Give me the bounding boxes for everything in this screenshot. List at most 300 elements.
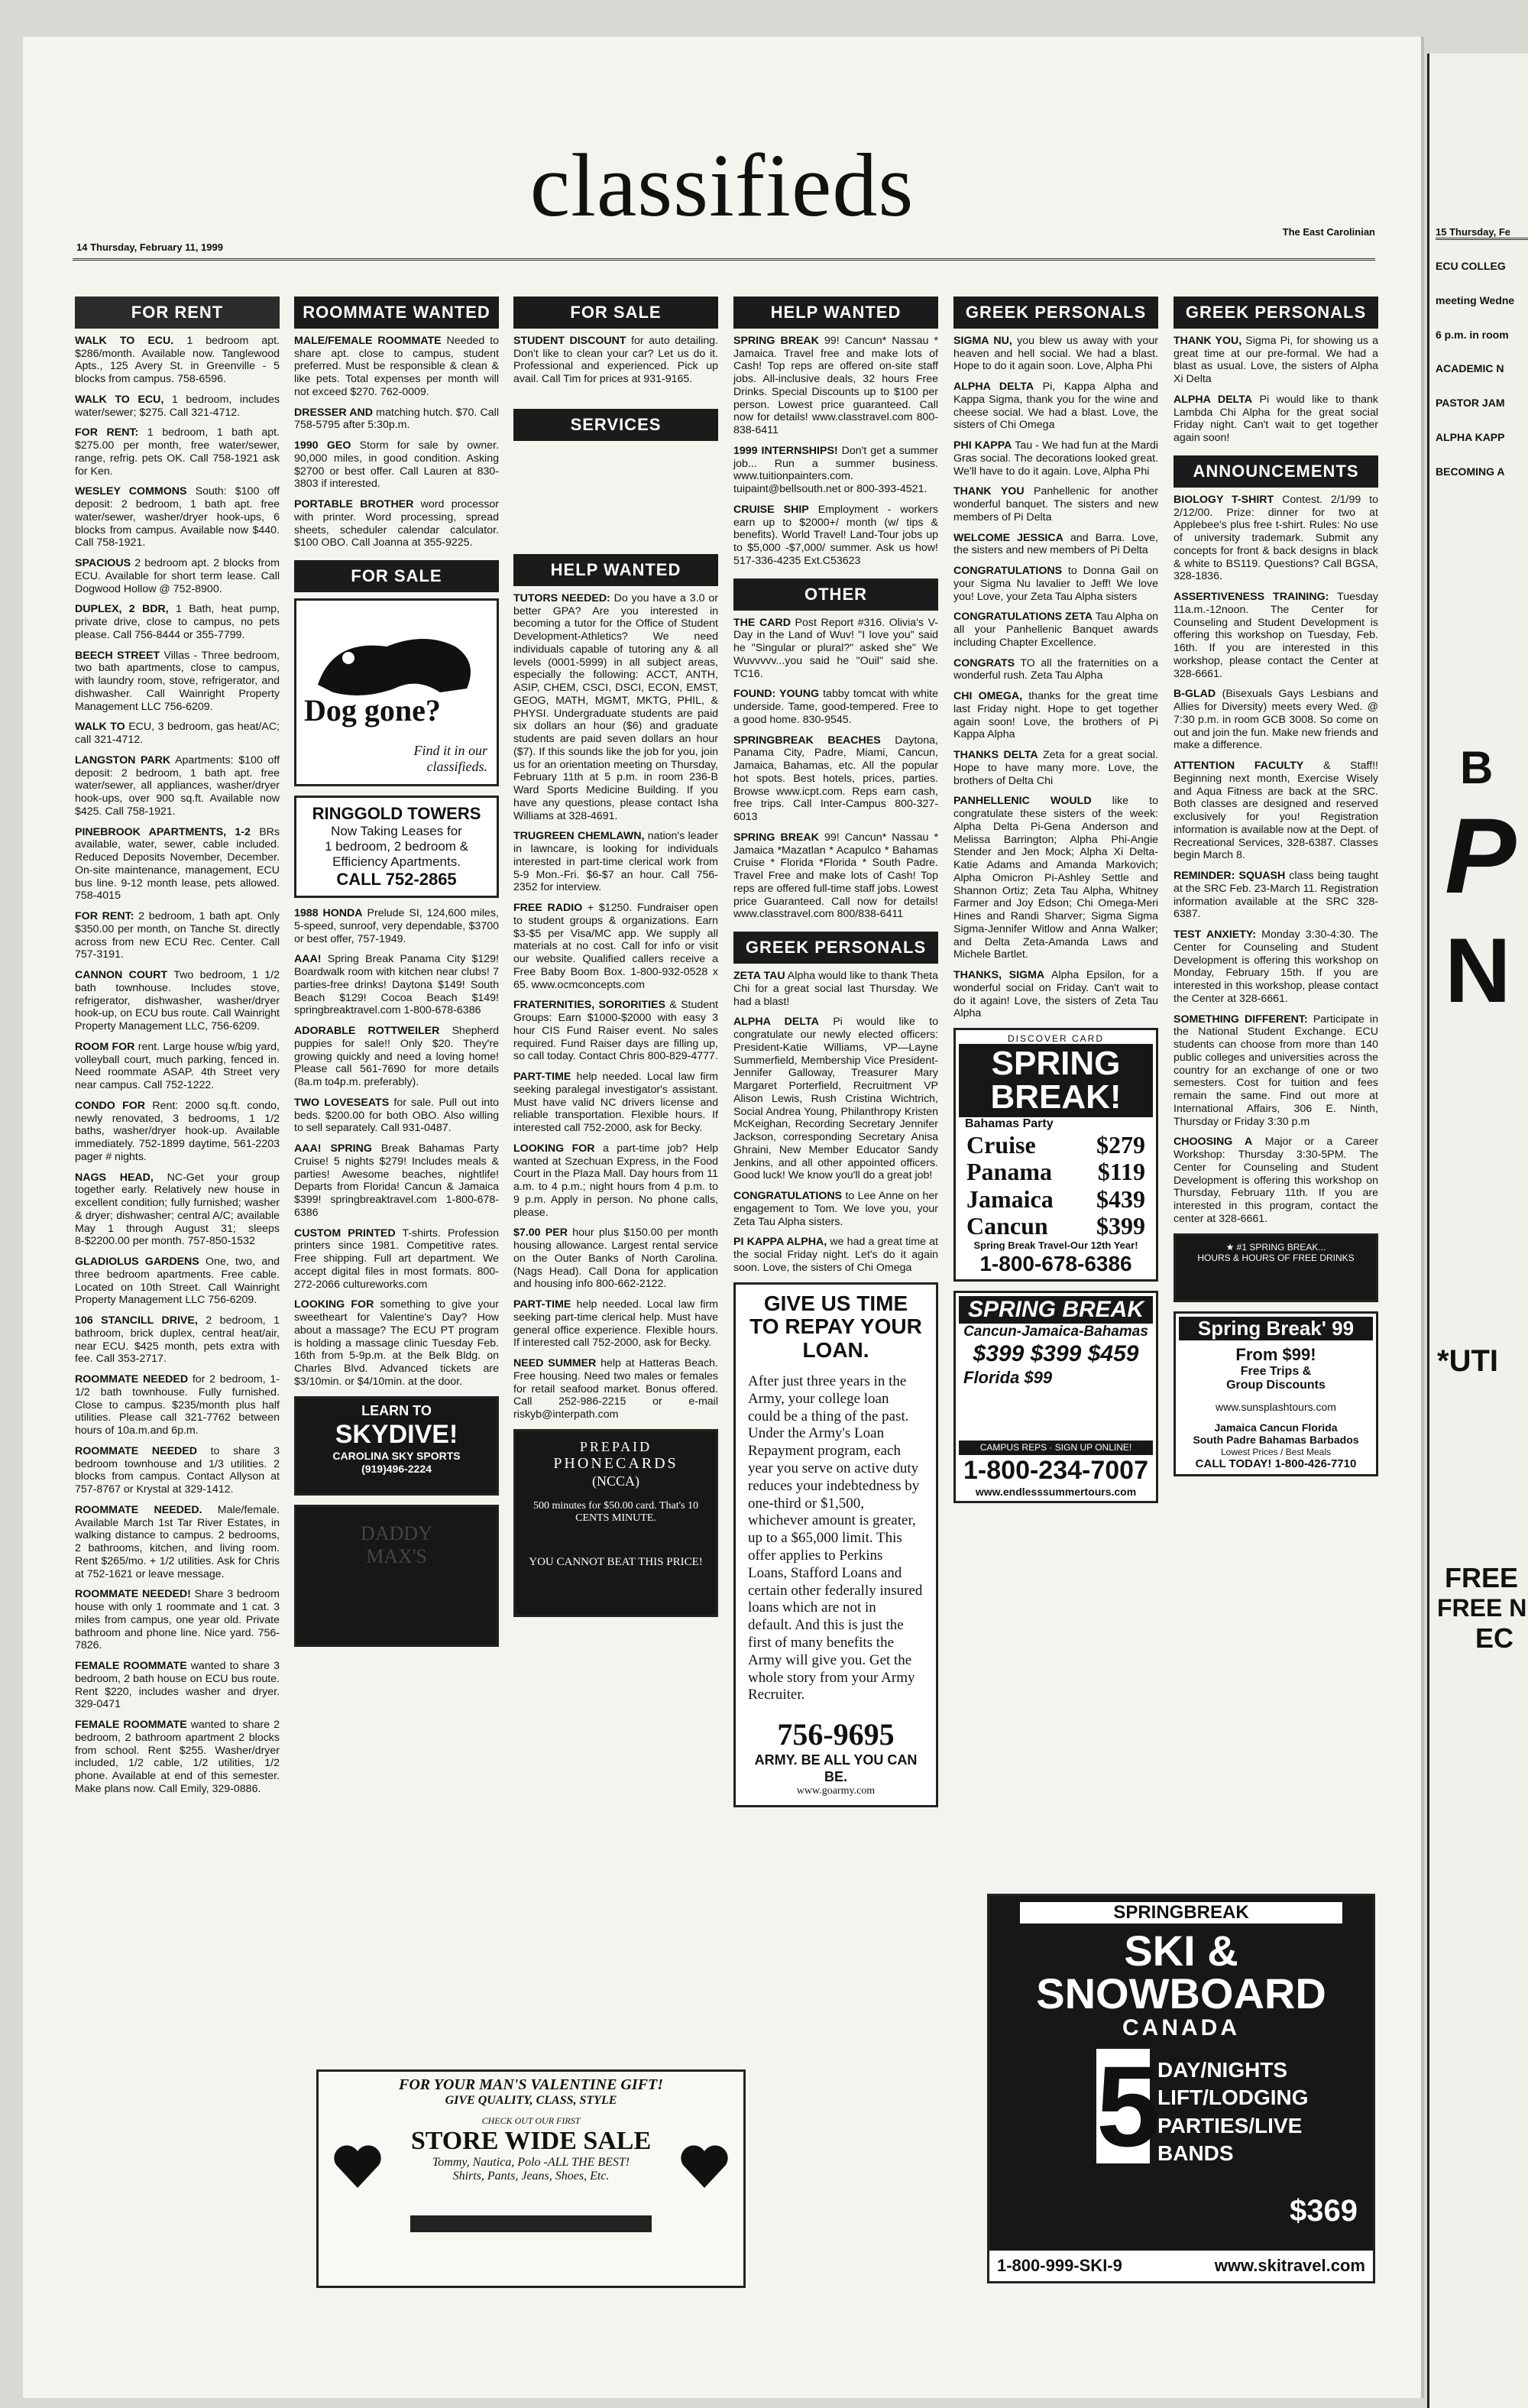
skydive-line: LEARN TO [361, 1402, 432, 1418]
classified-ad-lead: THANK YOU, [1174, 334, 1242, 347]
classified-ad [75, 721, 280, 747]
classified-ad [733, 1236, 938, 1274]
mini-ad-line: HOURS & HOURS OF FREE DRINKS [1197, 1252, 1355, 1263]
next-page-snippet: EC [1475, 1622, 1514, 1654]
sb-destination: Cruise [966, 1131, 1036, 1159]
classified-ad-lead: CHOOSING A [1174, 1136, 1253, 1149]
heart-icon [678, 2142, 731, 2191]
valentine-line: FOR YOUR MAN'S VALENTINE GIFT! [399, 2076, 663, 2093]
classified-ad [513, 1357, 718, 1421]
section-header-greek-personals: GREEK PERSONALS [733, 932, 938, 964]
classified-ad-lead: SOMETHING DIFFERENT: [1174, 1013, 1308, 1026]
ski-feature: DAY/NIGHTS [1157, 2058, 1288, 2082]
classified-ad-text: & Student Groups: Earn $1000-$2000 with easy 3 hour CIS Fund Raiser event. No sales required. Fund Raiser days are filling up, so call today. Contact Chris 800-829-4777. [513, 999, 718, 1063]
sunsplash-title: Spring Break' 99 [1179, 1317, 1373, 1340]
classified-ad-text: 1 bedroom, 1 bath apt. $275.00 per month, free water/sewer, range, refrig. pets OK. Call 758-1921 ask for Ken. [75, 426, 280, 478]
classified-ad-text: Sigma Pi, for showing us a great time at our pre-formal. We had a blast as usual. Love, the sisters of Alpha Xi Delta [1174, 334, 1379, 386]
classified-ad-text: to share 3 bedroom townhouse and 1/3 utilities. 2 blocks from campus. Contact Allyson at 757-8767 or Krystal at 329-1412. [75, 1444, 280, 1496]
next-page-line: ALPHA KAPP [1436, 430, 1505, 443]
classified-ad-lead: ROOM FOR [75, 1040, 135, 1053]
classified-ad-lead: ALPHA DELTA [1174, 393, 1253, 406]
classified-ad [75, 557, 280, 595]
classified-ad-lead: PANHELLENIC WOULD [953, 795, 1092, 808]
next-page-snippet: *UTI [1437, 1343, 1498, 1378]
classified-ad [75, 1445, 280, 1496]
section-title: classifieds [529, 135, 915, 235]
classified-ad-lead: SPACIOUS [75, 557, 131, 570]
classified-ad [75, 826, 280, 903]
classified-ad-lead: CHI OMEGA, [953, 690, 1023, 703]
classified-ad [513, 830, 718, 894]
classified-ad [733, 445, 938, 496]
classified-ad [1174, 494, 1378, 583]
classified-ad [953, 969, 1158, 1020]
next-page-snippet: FREE [1445, 1561, 1519, 1593]
next-page-big-letter: B [1460, 741, 1494, 793]
classified-ad [953, 565, 1158, 603]
classified-ad-text: Needed to share apt. close to campus, student preferred. Must be responsible & clean & like pets. Total expenses per month will not exceed $270. 762-0009. [294, 334, 499, 398]
classified-ad [513, 999, 718, 1063]
classified-ad-text: Tau Alpha on all your Panhellenic Banquet awards including Chapter Excellence. [953, 611, 1158, 649]
classified-ad-lead: ATTENTION FACULTY [1174, 760, 1304, 773]
classified-ad-text: & Staff!! Beginning next month, Exercise Wisely and Aqua Fitness are back at the SRC. Both classes are designed and reserved exclusively for you! Registration information is available now at the Dept. of Recreational Services, 328-6387. Classes begin March 8. [1174, 760, 1378, 862]
section-header-for-sale-2: FOR SALE [513, 297, 718, 329]
classified-ad-lead: CONGRATULATIONS [733, 1190, 843, 1203]
phonecard-line: PREPAID [579, 1438, 652, 1454]
classified-ad-lead: WALK TO ECU. [75, 334, 174, 347]
next-page-line: ECU COLLEG [1436, 260, 1506, 272]
classified-ad-text: 99! Cancun* Nassau * Jamaica. Travel free and make lots of Cash! Top reps are offered on-site staff jobs. All-inclusive deals, 32 hours Free Drinks. Special Discounts up to $100 per person. Lowest price guaranteed. Call now for details! www.classtravel.com 800-838-6411 [733, 334, 938, 437]
column-help-wanted [733, 297, 938, 1817]
classified-ad-lead: TRUGREEN CHEMLAWN, [513, 830, 645, 843]
classified-ad-lead: PORTABLE BROTHER [294, 498, 414, 511]
classified-ad-lead: CONGRATULATIONS ZETA [953, 611, 1093, 624]
classified-ad-lead: CONGRATULATIONS [953, 565, 1063, 578]
classified-ad-text: wanted to share 2 bedroom, 2 bathroom apartment 2 blocks from school. Rent $255. Washer/dryer included, 1/2 cable, 1/2 utilities, 1/2 phone. Available at end of this semester. Make plans now. Call Emily, 329-0886. [75, 1719, 280, 1795]
classified-ad [75, 1373, 280, 1437]
classified-ad-text: Share 3 bedroom house with only 1 roommate and 1 cat. 3 miles from campus, one year old. Private bathroom and phone line. Nice yard. 756-7826. [75, 1588, 280, 1652]
classified-ad [294, 1097, 499, 1135]
ringgold-phone: CALL 752-2865 [336, 870, 457, 890]
section-header-greek-personals-3: GREEK PERSONALS [1174, 297, 1378, 329]
classified-ad-text: we had a great time at the social Friday night. Let's do it again soon. Love, the sisters of Chi Omega [733, 1236, 938, 1274]
classified-ad-text: thanks for the great time last Friday night. Hope to get together again soon! Love, the brothers of Pi Kappa Alpha [953, 690, 1158, 741]
roommate-listings [294, 335, 499, 549]
classified-ad-text: Storm for sale by owner. 90,000 miles, in good condition. Asking $2700 or best offer. Call Lauren at 830-3803 if interested. [294, 439, 499, 491]
classified-ad-text: Tau - We had fun at the Mardi Gras social. The decorations looked great. We'll have to do it again. Love, Alpha Phi [953, 439, 1159, 478]
classified-ad [953, 795, 1158, 961]
sb2-prices: $399 $399 $459 [973, 1341, 1139, 1367]
sunsplash-line: Lowest Prices / Best Meals [1220, 1446, 1332, 1457]
classified-ad [953, 439, 1158, 478]
classified-ad-lead: WALK TO [75, 721, 125, 734]
column-for-rent [75, 297, 280, 1804]
classified-ad-lead: ROOMMATE NEEDED! [75, 1588, 191, 1601]
classified-ad-lead: CUSTOM PRINTED [294, 1227, 396, 1240]
classified-ad [1174, 591, 1378, 680]
classified-ad-text: Pi would like to thank Lambda Chi Alpha for the great social Friday night. Can't wait to get together again soon! [1174, 393, 1378, 445]
sb2-reps: CAMPUS REPS · SIGN UP ONLINE! [959, 1441, 1153, 1454]
classified-ad-text: Do you have a 3.0 or better GPA? Are you interested in becoming a tutor for the Office of Student Development-Athletics? We need individuals capable of tutoring any & all levels (0001-5999) in all subject areas, especially the following: ACCT, ANTH, ASIP, CHEM, CSCI, DSCI, ECON, EMST, GEOG, MATH, MGMT, MKTG, PHIL, & PHYSI. Undergraduate students are paid six dollars an hour ($6) and graduate students are paid seven dollars an hour ($7). If this sounds like the job for you, join us for an orientation meeting on Thursday, February 11th at 5 p.m. in room 236-B Ward Sports Medicine Building. If you have any questions, please contact Isha Williams at 328-4691. [513, 591, 719, 822]
classified-ad [75, 754, 280, 818]
sb-price: $439 [1096, 1185, 1145, 1213]
classified-ad [294, 907, 499, 945]
sb2-title: SPRING BREAK [959, 1296, 1153, 1323]
classified-ad [294, 498, 499, 549]
classified-ad-text: Male/female. Available March 1st Tar River Estates, in walking distance to campus. 2 bedrooms, 2 bathrooms, kitchen, and living room. Rent $265/mo. + 1/2 utilities. Ask for Chris at 752-1621 or leave message. [75, 1503, 280, 1580]
classified-ad-text: rent. Large house w/big yard, volleyball court, much parking, fenced in. Need roommate ASAP. 4th Street very near campus. Call 752-1222. [75, 1040, 280, 1092]
classified-ad-text: like to congratulate these sisters of the week: Alpha Delta Pi-Gena Anderson and Melissa Barrington; Alpha Phi-Angie Stender and Jen Mock; Alpha Xi Delta-Katie Adams and Amanda Markovich; Alpha Omicron Pi-Ashley Settle and Shannon Ortiz; Zeta Tau Alpha, Whitney Farmer and Joy Edson; Chi Omega-Meri Hines and Randi Sharver; Sigma Sigma Sigma-Jennifer Witlow and Anna Walker; and Delta Zeta-Amanda Laws and Michele Bartlet. [953, 795, 1158, 961]
valentine-sale-title: STORE WIDE SALE [410, 2127, 652, 2155]
sunsplash-line: South Padre Bahamas Barbados [1193, 1434, 1359, 1447]
ski-price: $369 [1290, 2194, 1358, 2228]
classified-ad-lead: ASSERTIVENESS TRAINING: [1174, 591, 1329, 604]
classified-ad-text: BRs available, water, sewer, cable included. Reduced Deposits November, December. On-site maintenance, management, ECU bus line. 9-12 month lease, pets allowed. 758-4015 [75, 825, 280, 903]
valentine-line: Shirts, Pants, Jeans, Shoes, Etc. [452, 2170, 610, 2183]
for-sale-listings [294, 907, 499, 1389]
section-header-services: SERVICES [513, 409, 718, 441]
classified-ad [294, 1142, 499, 1220]
ski-snowboard-ad [987, 1894, 1375, 2283]
classified-ad-lead: PINEBROOK APARTMENTS, 1-2 [75, 825, 251, 838]
classified-ad-lead: FEMALE ROOMMATE [75, 1719, 187, 1732]
classified-ad-text: Zeta for a great social. Hope to have many more. Love, the brothers of Delta Chi [953, 749, 1158, 787]
classified-ad-text: Apartments: $100 off deposit: 2 bedroom, 1 bath apt. free water/sewer, all appliances, washer/dryer hook-ups, over 900 sq.ft. Available now $425. Call 758-1921. [75, 754, 280, 818]
classified-ad [75, 1719, 280, 1796]
section-header-announcements: ANNOUNCEMENTS [1174, 455, 1378, 488]
classified-ad [733, 1190, 938, 1228]
classified-ad [1174, 394, 1378, 445]
sb-price-row [959, 1186, 1153, 1213]
classified-ad-lead: ROOMMATE NEEDED [75, 1373, 189, 1386]
classified-ad-text: hour plus $150.00 per month housing allowance. Largest rental service on the Outer Banks of North Carolina. (Nags Head). Call Dona for application and housing info 800-662-2122. [513, 1227, 718, 1291]
classified-ad [1174, 870, 1378, 921]
classified-ad [294, 439, 499, 491]
classified-ad-lead: DUPLEX, 2 BDR, [75, 603, 169, 616]
classified-ad-text: word processor with printer. Word processing, spread sheets, scheduler calendar calculator. $100 OBO. Call Joanna at 355-9225. [294, 498, 499, 549]
classified-ad-lead: AAA! [294, 953, 322, 966]
sb-destination: Panama [966, 1158, 1052, 1186]
classified-ad-text: NC-Get your group together early. Relatively new house in excellent condition; fully furnished; washer & dryer; dishwasher; central A/C; available May 1 through August 31; sleeps 8-$2200.00 per month. 757-850-1532 [75, 1171, 280, 1248]
masthead-rule [73, 258, 1375, 261]
classified-ad [513, 1298, 718, 1350]
next-page-folio: 15 Thursday, Fe [1436, 226, 1528, 240]
classified-ad-lead: CRUISE SHIP [733, 503, 809, 516]
classified-ad-text: (Bisexuals Gays Lesbians and Allies for Diversity) meets every Wed. @ 7:30 p.m. in room GCB 3008. So come on out and join the fun. Make new friends and make a difference. [1174, 688, 1378, 752]
section-header-other: OTHER [733, 579, 938, 611]
classified-ad-lead: WESLEY COMMONS [75, 485, 187, 498]
classified-ad [513, 1071, 718, 1135]
classified-ad-text: Monday 3:30-4:30. The Center for Counseling and Student Development is offering this workshop on Monday, February 15th. If you are interested in this workshop, please contact the Center at 328-6661. [1174, 929, 1378, 1005]
classified-ad [75, 394, 280, 420]
ski-phone: 1-800-999-SKI-9 [997, 2256, 1122, 2275]
sunsplash-line: Jamaica Cancun Florida [1214, 1421, 1338, 1434]
phonecard-ad [513, 1429, 718, 1617]
folio-right: The East Carolinian [1282, 226, 1375, 238]
classified-ad-text: Rent: 2000 sq.ft. condo, newly renovated, 3 bedrooms, 1 1/2 baths, washer/dryer hook-up. Available immediately. 752-1899 daytime, 561-2203 pager # nights. [75, 1099, 280, 1163]
classified-ad-text: Break Bahamas Party Cruise! 5 nights $279! Includes meals & parties! Awesome beaches, nightlife! Departs from Florida! Cancun & Jamaica $399! springbreaktravel.com 1-800-678-6386 [294, 1142, 499, 1219]
sb-price: $399 [1096, 1211, 1145, 1240]
sunsplash-line: Free Trips & [1240, 1364, 1312, 1378]
classified-ad [513, 1227, 718, 1291]
for-rent-listings [75, 335, 280, 1796]
classified-ad [75, 1041, 280, 1092]
classified-ad [75, 1100, 280, 1164]
classified-ad-lead: REMINDER: SQUASH [1174, 870, 1286, 883]
classified-ad-text: to Lee Anne on her engagement to Tom. We love you, your Zeta Tau Alpha sisters. [733, 1190, 938, 1228]
daddy-maxs-line: DADDY [361, 1522, 432, 1544]
classified-ad [953, 749, 1158, 787]
greek-personals-listings [733, 970, 938, 1275]
sb2-line: Florida $99 [963, 1367, 1053, 1387]
spring-break-mini-ad [1174, 1233, 1378, 1302]
classified-ad [953, 335, 1158, 373]
classified-ad-text: to Donna Gail on your Sigma Nu lavalier to Jeff! We love you! Love, your Zeta Tau Alpha sisters [953, 565, 1158, 603]
next-page-line: 6 p.m. in room [1436, 328, 1509, 341]
classified-ad-text: class being taught at the SRC Feb. 23-March 11. Registration information available at the SRC 328-6387. [1174, 870, 1378, 921]
classified-ad-lead: STUDENT DISCOUNT [513, 334, 626, 347]
adjacent-page-edge [1427, 53, 1528, 2408]
skydive-phone: (919)496-2224 [361, 1462, 432, 1475]
classified-ad-lead: MALE/FEMALE ROOMMATE [294, 334, 442, 347]
army-ad-url: www.goarmy.com [796, 1784, 876, 1797]
classified-ad-lead: TEST ANXIETY: [1174, 929, 1257, 941]
classified-ad-lead: CONGRATS [953, 656, 1015, 669]
army-ad-title: GIVE US TIME TO REPAY YOUR LOAN. [749, 1291, 922, 1363]
classified-ad [513, 902, 718, 991]
classified-ad-lead: FOR RENT: [75, 426, 139, 439]
classified-ad-lead: ALPHA DELTA [733, 1016, 819, 1029]
classified-ad [733, 831, 938, 921]
classified-ad [75, 426, 280, 478]
phonecard-line: (NCCA) [592, 1473, 639, 1489]
classified-ad [1174, 1013, 1378, 1129]
classified-ad-text: Don't get a summer job... Run a summer business. www.tuitionpainters.com. tuipaint@bellsouth.net or 800-393-4521. [733, 444, 938, 496]
classified-ad-lead: ROOMMATE NEEDED. [75, 1503, 202, 1516]
classified-ad-lead: THANKS DELTA [953, 749, 1038, 762]
ski-url: www.skitravel.com [1214, 2256, 1365, 2275]
classified-ad-text: 1 bedroom apt. $286/month. Available now. Tanglewood Apts., 125 Avery St. in Greenville - 5 blocks from campus. 758-6596. [75, 334, 280, 386]
classified-ad-lead: WELCOME JESSICA [953, 531, 1063, 544]
classified-ad-lead: FEMALE ROOMMATE [75, 1660, 187, 1673]
valentine-gift-ad [316, 2069, 746, 2288]
classified-ad-lead: LOOKING FOR [513, 1142, 595, 1155]
spring-break-endless-summer-ad [953, 1291, 1158, 1503]
classified-ad-lead: THE CARD [733, 616, 791, 629]
for-sale-listings-2 [513, 335, 718, 386]
classified-ad-lead: CONDO FOR [75, 1099, 146, 1112]
classified-ad [1174, 688, 1378, 752]
classified-ad-text: Pi, Kappa Alpha and Kappa Sigma, thank you for the wine and cheese social. We had a blast. Love, the sisters of Chi Omega [953, 381, 1158, 432]
phonecard-tagline: YOU CANNOT BEAT THIS PRICE! [529, 1555, 703, 1568]
army-ad-slogan: ARMY. BE ALL YOU CAN BE. [754, 1752, 918, 1784]
sb-destination: Cancun [966, 1211, 1048, 1240]
phonecard-line: PHONECARDS [553, 1455, 678, 1473]
ski-days-number: 5 [1096, 2042, 1161, 2170]
masthead [23, 128, 1421, 258]
classified-ad-text: Participate in the National Student Exchange. ECU students can choose from more than 140 public colleges and universities across the country for an exchange of one or two semesters. Cost for tuition and fees remain the same. Find out more at International Affairs, 306 E. Ninth, Thursday or Friday 3:30 p.m [1174, 1013, 1378, 1128]
classified-ad [1174, 760, 1378, 862]
next-page-big-letter: N [1445, 919, 1511, 1022]
classified-ad-text: for 2 bedroom, 1-1/2 bath townhouse. Fully furnished. Close to campus. $235/month plus half utilities. Please call 321-7762 between hours of 10a.m.and 6p.m. [75, 1373, 280, 1437]
classified-ad-lead: PI KAPPA ALPHA, [733, 1236, 827, 1249]
classified-ad-lead: PHI KAPPA [953, 439, 1012, 452]
classified-ad-lead: FRATERNITIES, SORORITIES [513, 999, 665, 1012]
section-header-greek-personals-2: GREEK PERSONALS [953, 297, 1158, 329]
classified-ad [733, 617, 938, 681]
sb-destination: Jamaica [966, 1185, 1054, 1213]
classified-ad-text: tabby tomcat with white underside. Tame, good-tempered. Free to a good home. 830-9545. [733, 688, 939, 726]
newspaper-page [23, 37, 1421, 2398]
services-empty-space [513, 447, 718, 554]
classified-ad [294, 1298, 499, 1388]
classified-ad-text: Major or a Career Workshop: Thursday 3:30-5PM. The Center for Counseling and Student Development is offering this workshop on Thursday, February 11th. If you are interested in this program, contact the center at 328-6661. [1174, 1136, 1378, 1225]
classified-ad-lead: LOOKING FOR [294, 1298, 374, 1311]
classified-ad-lead: NAGS HEAD, [75, 1171, 154, 1184]
classified-ad-text: Tuesday 11a.m.-12noon. The Center for Counseling and Student Development is offering this workshop on Tuesday, Feb. 16th. If you are interested in this workshop, please contact the Center at 328-6661. [1174, 591, 1378, 680]
classified-ad-lead: PART-TIME [513, 1071, 571, 1084]
army-ad-body: After just three years in the Army, your college loan could be a thing of the past. Under the Army's Loan Repayment program, each year you serve on active duty reduces your indebtedness by one-third or $1,500, whichever amount is greater, up to a $65,000 limit. This offer applies to Perkins Loans, Stafford Loans and certain other federally insured loans which are not in default. And this is just the first of many benefits the Army will give you. Get the whole story from your Army Recruiter. [748, 1373, 923, 1703]
classified-ad-lead: SPRING BREAK [733, 334, 819, 347]
classified-ad [1174, 1136, 1378, 1225]
classified-ad-lead: 1988 HONDA [294, 907, 363, 920]
dog-ad-tag: Find it in our classifieds. [413, 742, 487, 774]
classified-ad-lead: $7.00 PER [513, 1227, 568, 1240]
ringgold-towers-ad [294, 796, 499, 898]
column-for-sale [513, 297, 718, 1626]
classified-ad-lead: FOUND: YOUNG [733, 688, 820, 701]
classified-ad [294, 1227, 499, 1292]
next-page-line: BECOMING A [1436, 465, 1505, 478]
column-announcements [1174, 297, 1378, 1486]
next-page-snippet: FREE N [1437, 1593, 1527, 1622]
sb-price: $119 [1097, 1158, 1145, 1186]
classified-ad-lead: 1990 GEO [294, 439, 351, 452]
sb-sub: Bahamas Party [965, 1117, 1054, 1131]
classified-ad-text: Post Report #316. Olivia's V-Day in the Land of Wuv! "I love you" said he "Singular or plural?" asked she" We Wuvvvvv...you said he "Ouil" said she. TC16. [733, 616, 938, 680]
classified-ad-lead: THANK YOU [953, 485, 1025, 498]
classified-ad-lead: FREE RADIO [513, 902, 583, 915]
ski-feature: LIFT/LODGING [1157, 2086, 1309, 2110]
classified-ad-text: 99! Cancun* Nassau * Jamaica *Mazatlan * Acapulco * Bahamas Cruise * Florida *Florida * South Padre. Travel Free and make lots of Cash! Top reps are offered full-time staff jobs. Lowest price Guaranteed. Call now for details! www.classtravel.com 800/838-6411 [733, 831, 938, 921]
classified-ad-text: 2 bedroom, 1 bath apt. Only $350.00 per month, on Tanche St. directly across from new ECU Rec. Center. Call 757-3191. [75, 910, 280, 961]
classified-ad-text: 2 bedroom apt. 2 blocks from ECU. Available for short term lease. Call Dogwood Hollow @ 752-8900. [75, 557, 280, 595]
classified-ad-text: TO all the fraternities on a wonderful rush. Zeta Tau Alpha [953, 656, 1158, 682]
classified-ad-text: for auto detailing. Don't like to clean your car? Let us do it. Professional and experienced. Pick up avail. Call Tim for prices at 931-9165. [513, 334, 718, 386]
classified-ad [733, 970, 938, 1008]
sb-top-line: DISCOVER CARD [1007, 1033, 1104, 1045]
classified-ad-text: a part-time job? Help wanted at Szechuan Express, in the Food Court in the Plaza Mall. Day hours from 11 a.m. to 4 p.m.; night hours from 4 p.m. to 9 p.m. Apply in person. No phone calls, please. [513, 1142, 718, 1219]
classified-ad-text: Daytona, Panama City, Padre, Miami, Cancun, Jamaica, Bahamas, etc. All the popular hot spots. Best hotels, prices, parties. Browse www.icpt.com. Reps earn cash, free trips. Call Inter-Campus 800-327-6013 [733, 734, 938, 824]
classified-ad-lead: SIGMA NU, [953, 334, 1012, 347]
classified-ad-lead: SPRINGBREAK BEACHES [733, 734, 881, 747]
classified-ad [953, 532, 1158, 558]
classified-ad-text: Alpha would like to thank Theta Chi for a great social last Thursday. We had a blast! [733, 970, 938, 1008]
ski-title: SKI & SNOWBOARD [1036, 1927, 1326, 2017]
classified-ad-text: you blew us away with your heaven and hell social. We had a blast. Hope to do it again soon. Love, Alpha Phi [953, 334, 1158, 373]
classified-ad [294, 1025, 499, 1089]
classified-ad-lead: AAA! SPRING [294, 1142, 372, 1155]
classified-ad-text: Alpha Epsilon, for a wonderful social on Friday. Can't wait to do it again! Love, the sisters of Zeta Tau Alpha [953, 969, 1158, 1020]
classified-ad-lead: LANGSTON PARK [75, 754, 171, 766]
classified-ad-lead: ROOMMATE NEEDED [75, 1444, 197, 1457]
classified-ad [75, 1172, 280, 1249]
section-header-for-rent: FOR RENT [75, 297, 280, 329]
classified-ad-text: wanted to share 3 bedroom, 2 bath house on ECU bus route. Rent $220, includes washer and dryer. 329-0471 [75, 1660, 280, 1711]
classified-ad [733, 1016, 938, 1182]
classified-ad-lead: TUTORS NEEDED: [513, 591, 610, 604]
dog-gone-ad [294, 598, 499, 786]
classified-ad-lead: ZETA TAU [733, 970, 785, 983]
heart-icon [331, 2142, 384, 2191]
column-roommate-wanted [294, 297, 499, 1656]
folio-left: 14 Thursday, February 11, 1999 [76, 241, 223, 253]
classified-ad [75, 650, 280, 714]
classified-ad-lead: ADORABLE ROTTWEILER [294, 1025, 440, 1038]
mini-ad-line: ★ #1 SPRING BREAK... [1225, 1241, 1326, 1253]
classified-ad-text: Shepherd puppies for sale!! Only $20. They're growing quickly and need a loving home! Please call 561-7690 for more details (8a.m to4p.m. preferably). [294, 1025, 499, 1089]
classified-ad [733, 335, 938, 437]
classified-ad-text: 2 bedroom, 1 bathroom, brick duplex, central heat/air, near ECU. $425 month, pets extra with fee. Call 353-2717. [75, 1314, 280, 1366]
classified-ad [75, 1588, 280, 1652]
dog-ad-title: Dog gone? [304, 693, 441, 728]
classified-ad [953, 381, 1158, 432]
section-header-roommate-wanted: ROOMMATE WANTED [294, 297, 499, 329]
help-wanted-listings [513, 592, 718, 1421]
sunsplash-line: Group Discounts [1226, 1379, 1326, 1392]
valentine-line: CHECK OUT OUR FIRST [481, 2115, 581, 2126]
classified-ad [75, 1314, 280, 1366]
classified-ad [75, 910, 280, 961]
classified-ad-text: matching hutch. $70. Call 758-5795 after 5:30p.m. [294, 406, 499, 432]
sb-footer: Spring Break Travel-Our 12th Year! [973, 1239, 1138, 1251]
classified-ad [75, 1504, 280, 1581]
classified-ad-lead: 106 STANCILL DRIVE, [75, 1314, 198, 1327]
ski-feature: PARTIES/LIVE BANDS [1157, 2113, 1303, 2166]
sb-phone: 1-800-678-6386 [979, 1252, 1132, 1276]
classified-ad [513, 1142, 718, 1220]
classified-ad [75, 969, 280, 1033]
valentine-line: Tommy, Nautica, Polo -ALL THE BEST! [432, 2156, 630, 2169]
classified-ad-text: ECU, 3 bedroom, gas heat/AC; call 321-4712. [75, 721, 280, 747]
skydive-title: SKYDIVE! [335, 1419, 458, 1449]
next-page-line: meeting Wedne [1436, 293, 1515, 306]
classified-ad-text: 1 Bath, heat pump, private drive, close to campus, no pets please. Call 756-8444 or 355-7799. [75, 603, 280, 641]
spring-break-discover-ad [953, 1028, 1158, 1282]
classified-ad-lead: THANKS, SIGMA [953, 969, 1045, 982]
greek-personals-listings-3 [1174, 335, 1378, 445]
classified-ad-lead: BIOLOGY T-SHIRT [1174, 493, 1274, 506]
classified-ad [75, 1660, 280, 1711]
classified-ad [733, 504, 938, 568]
classified-ad-lead: ALPHA DELTA [953, 381, 1034, 394]
sunsplash-line: From $99! [1235, 1344, 1316, 1364]
classified-ad [75, 335, 280, 386]
classified-ad-lead: CANNON COURT [75, 969, 168, 982]
classified-ad [1174, 929, 1378, 1006]
army-ad-phone: 756-9695 [777, 1717, 895, 1752]
sb2-url: www.endlesssummertours.com [975, 1485, 1137, 1498]
classified-ad [75, 485, 280, 549]
classified-ad-text: Pi would like to congratulate our newly elected officers: President-Katie Williams, VP—Layne Summerfield, Membership Vice President- Jennifer Galloway, Treasurer Mary Margaret Porterfield, Recruitment VP Alison Lewis, Rush Cristina Wichtrich, Social Andrea Young, Philanthropy Kristen McKeighan, Recording Secretary Jennifer Jackson, corresponding Secretary Anisa Ghraini, New Member Educator Sandy Jenkins, and all other appointed officers. Good luck! We know you'll do a great job! [733, 1016, 938, 1182]
army-loan-ad [733, 1282, 938, 1808]
classified-ad-text: South: $100 off deposit: 2 bedroom, 1 bath apt. free water/sewer, washer/dryer hook-ups, 6 blocks from campus. Available now $440. Call 758-1921. [75, 485, 280, 549]
sb-price-table [959, 1132, 1153, 1240]
classified-ad [953, 611, 1158, 649]
ski-top: SPRINGBREAK [1020, 1902, 1342, 1923]
classified-ad-lead: TWO LOVESEATS [294, 1096, 390, 1109]
classified-ad-text: Prelude SI, 124,600 miles, 5-speed, sunroof, very dependable, $3700 or best offer, 757-1949. [294, 907, 499, 945]
